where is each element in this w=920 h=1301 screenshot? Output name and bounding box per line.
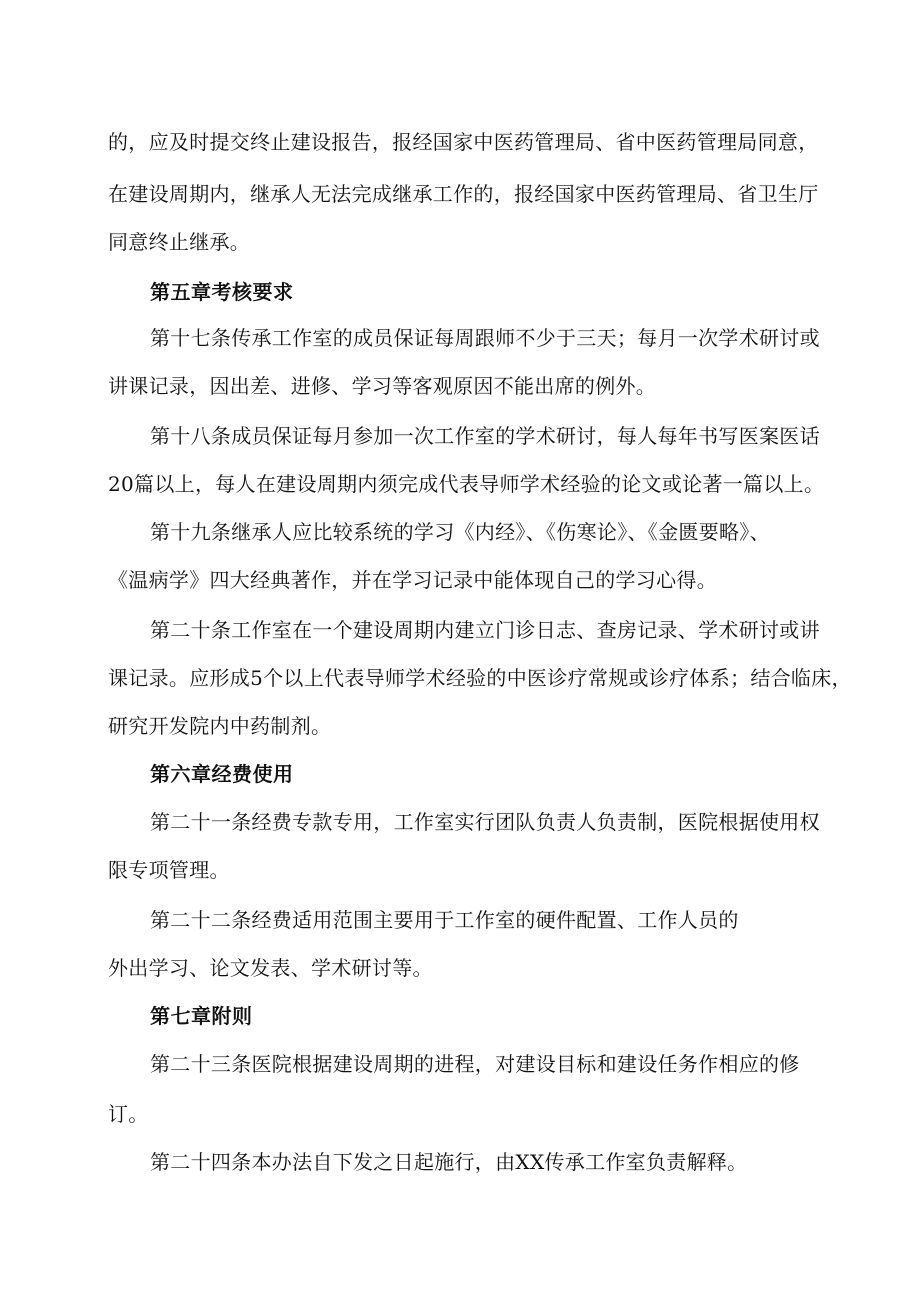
article-24-line-1: 第二十四条本办法自下发之日起施行，由XX传承工作室负责解释。 xyxy=(150,1150,748,1174)
article-22-line-2: 外出学习、论文发表、学术研讨等。 xyxy=(108,956,433,980)
article-21-line-2: 限专项管理。 xyxy=(108,858,230,882)
article-21-line-1: 第二十一条经费专款专用，工作室实行团队负责人负责制，医院根据使用权 xyxy=(150,810,820,834)
article-17-line-1: 第十七条传承工作室的成员保证每周跟师不少于三天；每月一次学术研讨或 xyxy=(150,326,820,350)
chapter-5-heading: 第五章考核要求 xyxy=(150,280,294,304)
chapter-6-heading: 第六章经费使用 xyxy=(150,762,294,786)
article-17-line-2: 讲课记录，因出差、进修、学习等客观原因不能出席的例外。 xyxy=(108,374,657,398)
paragraph-continuation-line-2: 在建设周期内，继承人无法完成继承工作的，报经国家中医药管理局、省卫生厅 xyxy=(108,182,819,206)
article-20-line-1: 第二十条工作室在一个建设周期内建立门诊日志、查房记录、学术研讨或讲 xyxy=(150,618,820,642)
paragraph-continuation-line-3: 同意终止继承。 xyxy=(108,230,251,254)
article-22-line-1: 第二十二条经费适用范围主要用于工作室的硬件配置、工作人员的 xyxy=(150,908,739,932)
article-19-line-1: 第十九条继承人应比较系统的学习《内经》、《伤寒论》、《金匮要略》、 xyxy=(150,520,770,544)
article-23-line-2: 订。 xyxy=(108,1102,149,1126)
article-18-line-1: 第十八条成员保证每月参加一次工作室的学术研讨，每人每年书写医案医话 xyxy=(150,424,820,448)
article-20-line-2: 课记录。应形成5个以上代表导师学术经验的中医诊疗常规或诊疗体系；结合临床， xyxy=(108,666,852,690)
article-23-line-1: 第二十三条医院根据建设周期的进程，对建设目标和建设任务作相应的修 xyxy=(150,1052,800,1076)
article-18-line-2: 20篇以上，每人在建设周期内须完成代表导师学术经验的论文或论著一篇以上。 xyxy=(108,472,825,496)
article-20-line-3: 研究开发院内中药制剂。 xyxy=(108,714,332,738)
article-19-line-2: 《温病学》四大经典著作，并在学习记录中能体现自己的学习心得。 xyxy=(108,568,717,592)
chapter-7-heading: 第七章附则 xyxy=(150,1004,253,1028)
paragraph-continuation-line-1: 的，应及时提交终止建设报告，报经国家中医药管理局、省中医药管理局同意， xyxy=(108,130,819,154)
